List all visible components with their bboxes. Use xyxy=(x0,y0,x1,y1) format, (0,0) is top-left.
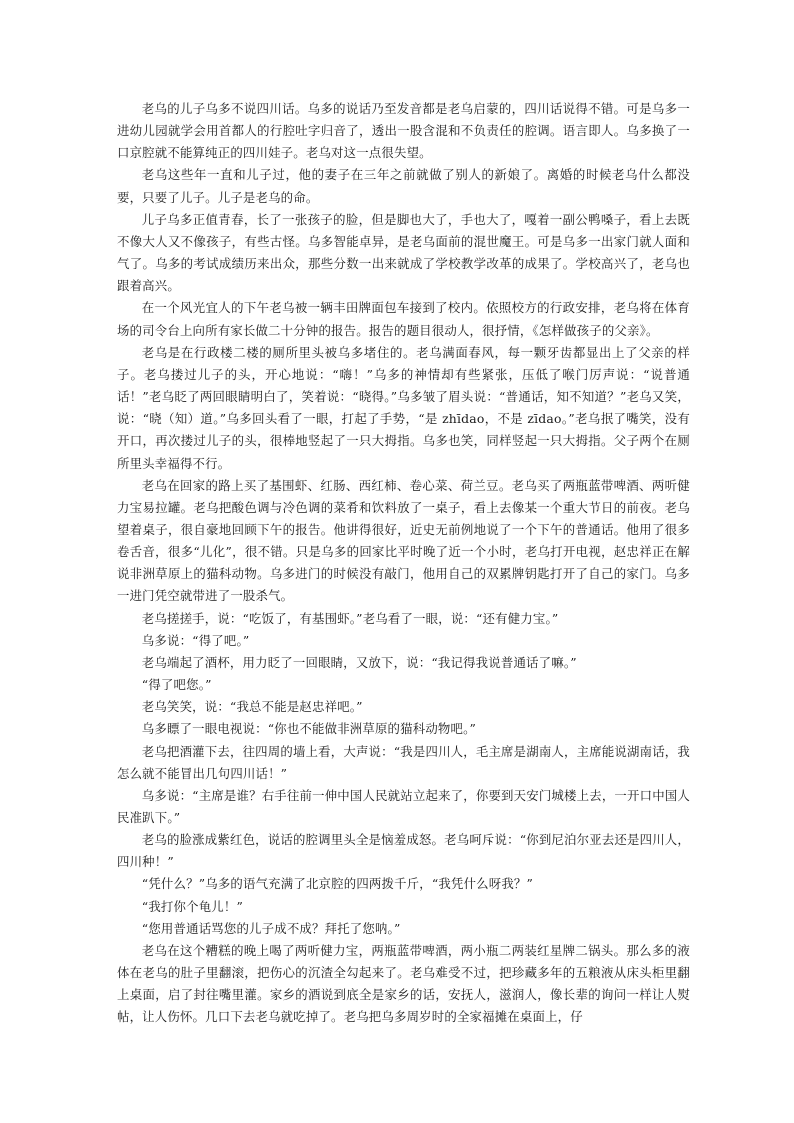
paragraph-15: 老乌的脸涨成紫红色，说话的腔调里头全是恼羞成怒。老乌呵斥说：“你到尼泊尔亚去还是四川人，四川种！” xyxy=(117,832,690,870)
paragraph-13: 老乌把酒灌下去，往四周的墙上看，大声说：“我是四川人，毛主席是湖南人，主席能说湖南话，我怎么就不能冒出几句四川话！” xyxy=(117,743,690,781)
paragraph-14: 乌多说：“主席是谁？右手往前一伸中国人民就站立起来了，你要到天安门城楼上去，一开口中国人民准趴下。” xyxy=(117,787,690,825)
paragraph-10: “得了吧您。” xyxy=(141,677,212,693)
paragraph-7: 老乌搓搓手，说：“吃饭了，有基围虾。”老乌看了一眼，说：“还有健力宝。” xyxy=(141,610,559,626)
paragraph-8: 乌多说：“得了吧。” xyxy=(141,632,250,648)
paragraph-18: “您用普通话骂您的儿子成不成？拜托了您呐。” xyxy=(141,920,401,936)
paragraph-2: 老乌这些年一直和儿子过，他的妻子在三年之前就做了别人的新娘了。离婚的时候老乌什么都没要，只要了儿子。儿子是老乌的命。 xyxy=(117,167,690,205)
paragraph-19: 老乌在这个糟糕的晚上喝了两听健力宝，两瓶蓝带啤酒，两小瓶二两装红星牌二锅头。那么多的液体在老乌的肚子里翻滚，把伤心的沉渣全勾起来了。老乌难受不过，把珍藏多年的五粮液从床头柜里翻上桌面，启了封往嘴里灌。家乡的酒说到底全是家乡的话，安抚人，滋润人，像长辈的询问一样让人熨帖，让人伤怀。几口下去老乌就吃掉了。老乌把乌多周岁时的全家福摊在桌面上，仔 xyxy=(117,942,690,1025)
paragraph-12: 乌多瞟了一眼电视说：“你也不能做非洲草原的猫科动物吧。” xyxy=(141,721,477,737)
paragraph-17: “我打你个龟儿！” xyxy=(141,898,244,914)
paragraph-11: 老乌笑笑，说：“我总不能是赵忠祥吧。” xyxy=(141,699,363,715)
paragraph-6: 老乌在回家的路上买了基围虾、红肠、西红柿、卷心菜、荷兰豆。老乌买了两瓶蓝带啤酒、两听健力宝易拉罐。老乌把酸色调与冷色调的菜肴和饮料放了一桌子，看上去像某一个重大节日的前夜。老乌望着桌子，很自豪地回顾下午的报告。他讲得很好，近史无前例地说了一个下午的普通话。他用了很多卷舌音，很多“儿化”，很不错。只是乌多的回家比平时晚了近一个小时，老乌打开电视，赵忠祥正在解说非洲草原上的猫科动物。乌多进门的时候没有敲门，他用自己的双累牌钥匙打开了自己的家门。乌多一进门凭空就带进了一股杀气。 xyxy=(117,477,690,604)
paragraph-5: 老乌是在行政楼二楼的厕所里头被乌多堵住的。老乌满面春风，每一颗牙齿都显出上了父亲的样子。老乌搂过儿子的头，开心地说：“嗨！”乌多的神情却有些紧张，压低了喉门厉声说：“说普通话！”老乌眨了两回眼睛明白了，笑着说：“晓得。”乌多皱了眉头说：“普通话，知不知道？”老乌又笑，说：“晓（知）道。”乌多回头看了一眼，打起了手势，“是 zhīdao，不是 zīdao。”老乌抿了嘴笑，没有开口，再次搂过儿子的头，很棒地竖起了一只大拇指。乌多也笑，同样竖起一只大拇指。父子两个在厕所里头幸福得不行。 xyxy=(117,344,690,471)
paragraph-9: 老乌端起了酒杯，用力眨了一回眼睛，又放下，说：“我记得我说普通话了嘛。” xyxy=(141,654,577,670)
paragraph-3: 儿子乌多正值青春，长了一张孩子的脸，但是脚也大了，手也大了，嘎着一副公鸭嗓子，看上去既不像大人又不像孩子，有些古怪。乌多智能卓异，是老乌面前的混世魔王。可是乌多一出家门就人面和气了。乌多的考试成绩历来出众，那些分数一出来就成了学校教学改革的成果了。学校高兴了，老乌也跟着高兴。 xyxy=(117,211,690,294)
paragraph-16: “凭什么？”乌多的语气充满了北京腔的四两拨千斤，“我凭什么呀我？” xyxy=(141,876,534,892)
paragraph-1: 老乌的儿子乌多不说四川话。乌多的说话乃至发音都是老乌启蒙的，四川话说得不错。可是乌多一进幼儿园就学会用首都人的行腔吐字归音了，透出一股含混和不负责任的腔调。语言即人。乌多换了一口京腔就不能算纯正的四川娃子。老乌对这一点很失望。 xyxy=(117,101,690,161)
paragraph-4: 在一个风光宜人的下午老乌被一辆丰田牌面包车接到了校内。依照校方的行政安排，老乌将在体育场的司令台上向所有家长做二十分钟的报告。报告的题目很动人，很抒情，《怎样做孩子的父亲》。 xyxy=(117,300,690,338)
